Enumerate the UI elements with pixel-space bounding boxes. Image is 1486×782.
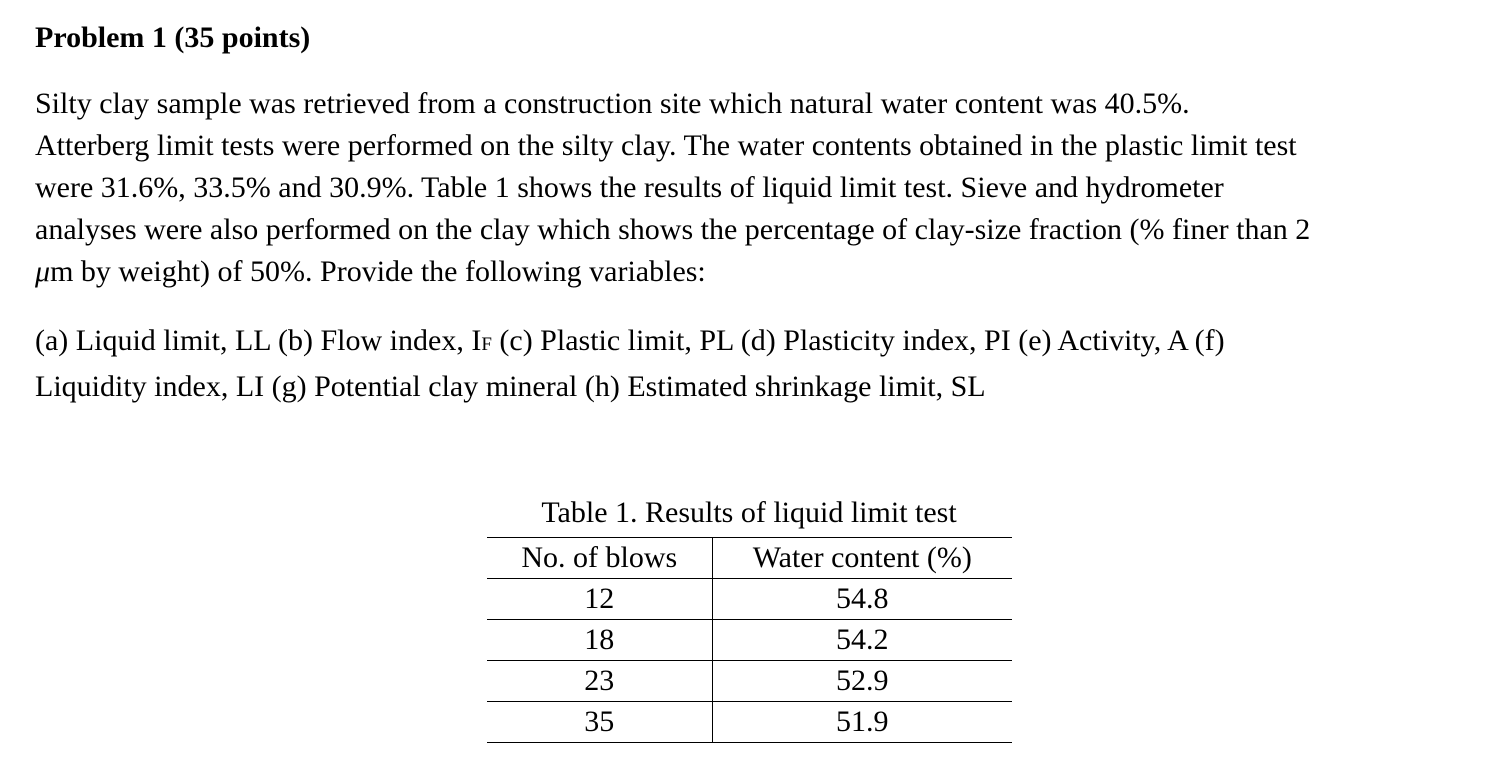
table-header-row	[487, 538, 1012, 579]
table-row	[487, 579, 1012, 620]
table-row	[487, 702, 1012, 743]
statement-line-5	[35, 251, 1475, 293]
micro-symbol: μ	[35, 255, 51, 288]
problem-statement	[35, 83, 1475, 293]
problem-title: Problem 1 (35 points)	[35, 21, 311, 54]
statement-line-1: Silty clay sample was retrieved from a construction site which natural water content was 40.5%.	[35, 87, 1190, 120]
statement-line-2: Atterberg limit tests were performed on the silty clay. The water contents obtained in the plastic limit test	[35, 129, 1297, 162]
table-caption: Table 1. Results of liquid limit test	[541, 496, 957, 529]
variables-line-1	[35, 320, 1475, 366]
variables-line-1-part-a: (a) Liquid limit, LL (b) Flow index, I	[35, 324, 482, 357]
statement-line-4: analyses were also performed on the clay which shows the percentage of clay-size fraction (% finer than 2	[35, 213, 1311, 246]
cell-blows: 12	[487, 579, 712, 620]
required-variables	[35, 320, 1475, 408]
header-water-content: Water content (%)	[712, 538, 1012, 579]
cell-blows: 35	[487, 702, 712, 743]
liquid-limit-table	[487, 537, 1012, 743]
table-row	[487, 661, 1012, 702]
statement-line-5-text: m by weight) of 50%. Provide the following variables:	[50, 255, 706, 288]
cell-water-content: 52.9	[712, 661, 1012, 702]
cell-water-content: 51.9	[712, 702, 1012, 743]
cell-blows: 18	[487, 620, 712, 661]
variables-line-2: Liquidity index, LI (g) Potential clay mineral (h) Estimated shrinkage limit, SL	[35, 370, 986, 403]
statement-line-3: were 31.6%, 33.5% and 30.9%. Table 1 shows the results of liquid limit test. Sieve and hydrometer	[35, 171, 1224, 204]
flow-index-subscript: F	[481, 334, 492, 355]
table-row	[487, 620, 1012, 661]
cell-blows: 23	[487, 661, 712, 702]
variables-line-1-part-b: (c) Plastic limit, PL (d) Plasticity index, PI (e) Activity, A (f)	[491, 324, 1225, 357]
cell-water-content: 54.2	[712, 620, 1012, 661]
cell-water-content: 54.8	[712, 579, 1012, 620]
header-blows: No. of blows	[487, 538, 712, 579]
